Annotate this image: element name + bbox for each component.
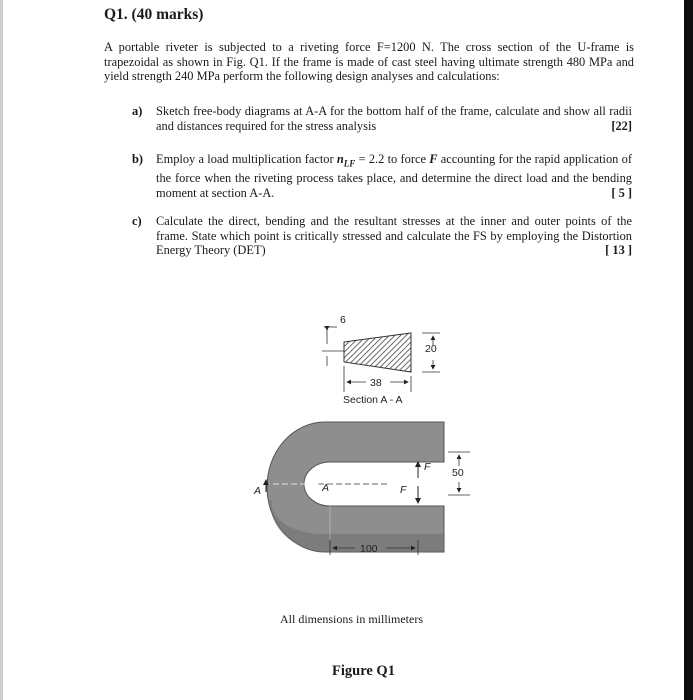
- load-factor-symbol: n: [336, 152, 344, 166]
- figure-label: Figure Q1: [332, 663, 395, 679]
- dim-20-label: 20: [425, 343, 437, 355]
- dim-6-label: 6: [340, 314, 346, 326]
- section-label: Section A - A: [343, 394, 403, 406]
- cut-label-left: A: [254, 485, 262, 497]
- force-label-top: F: [424, 461, 431, 473]
- dim-50-label: 50: [452, 467, 464, 479]
- part-b-label: b): [132, 152, 144, 166]
- cut-label-right: A: [322, 482, 330, 494]
- part-c-marks: [ 13 ]: [605, 243, 632, 258]
- question-title: Q1. (40 marks): [104, 6, 204, 23]
- force-symbol: F: [429, 152, 438, 166]
- load-factor-subscript: LF: [343, 158, 356, 169]
- part-b-marks: [ 5 ]: [611, 185, 632, 200]
- part-b-text-after: accounting for the rapid application of the force when the riveting process takes place, and determine the direct load and the bending moment at section A-A.: [156, 152, 632, 200]
- part-c-label: c): [132, 214, 142, 228]
- part-c-text: Calculate the direct, bending and the resultant stresses at the inner and outer points of the frame. State which point is critically stressed and calculate the FS by employing the Distortion Energy Theory (DET): [156, 214, 632, 258]
- force-label-bottom: F: [400, 484, 407, 496]
- u-frame: [253, 422, 470, 555]
- part-a-label: a): [132, 104, 143, 118]
- part-b-text-mid: = 2.2 to force: [355, 152, 430, 166]
- dim-100-label: 100: [360, 543, 378, 555]
- part-a-marks: [22]: [611, 118, 632, 133]
- question-intro: A portable riveter is subjected to a riveting force F=1200 N. The cross section of the U-frame is trapezoidal as shown in Fig. Q1. If the frame is made of cast steel having ultimate strength 480 MPa and yield strength 240 MPa perform the following design analyses and calculations:: [104, 40, 634, 84]
- section-trapezoid: [344, 333, 411, 372]
- dim-38-label: 38: [370, 377, 382, 389]
- figure-caption: All dimensions in millimeters: [280, 612, 423, 626]
- part-a-text: Sketch free-body diagrams at A-A for the bottom half of the frame, calculate and show all radii and distances required for the stress analysis: [156, 104, 632, 133]
- section-a-a: [322, 314, 440, 406]
- part-b-text-before: Employ a load multiplication factor: [156, 152, 337, 166]
